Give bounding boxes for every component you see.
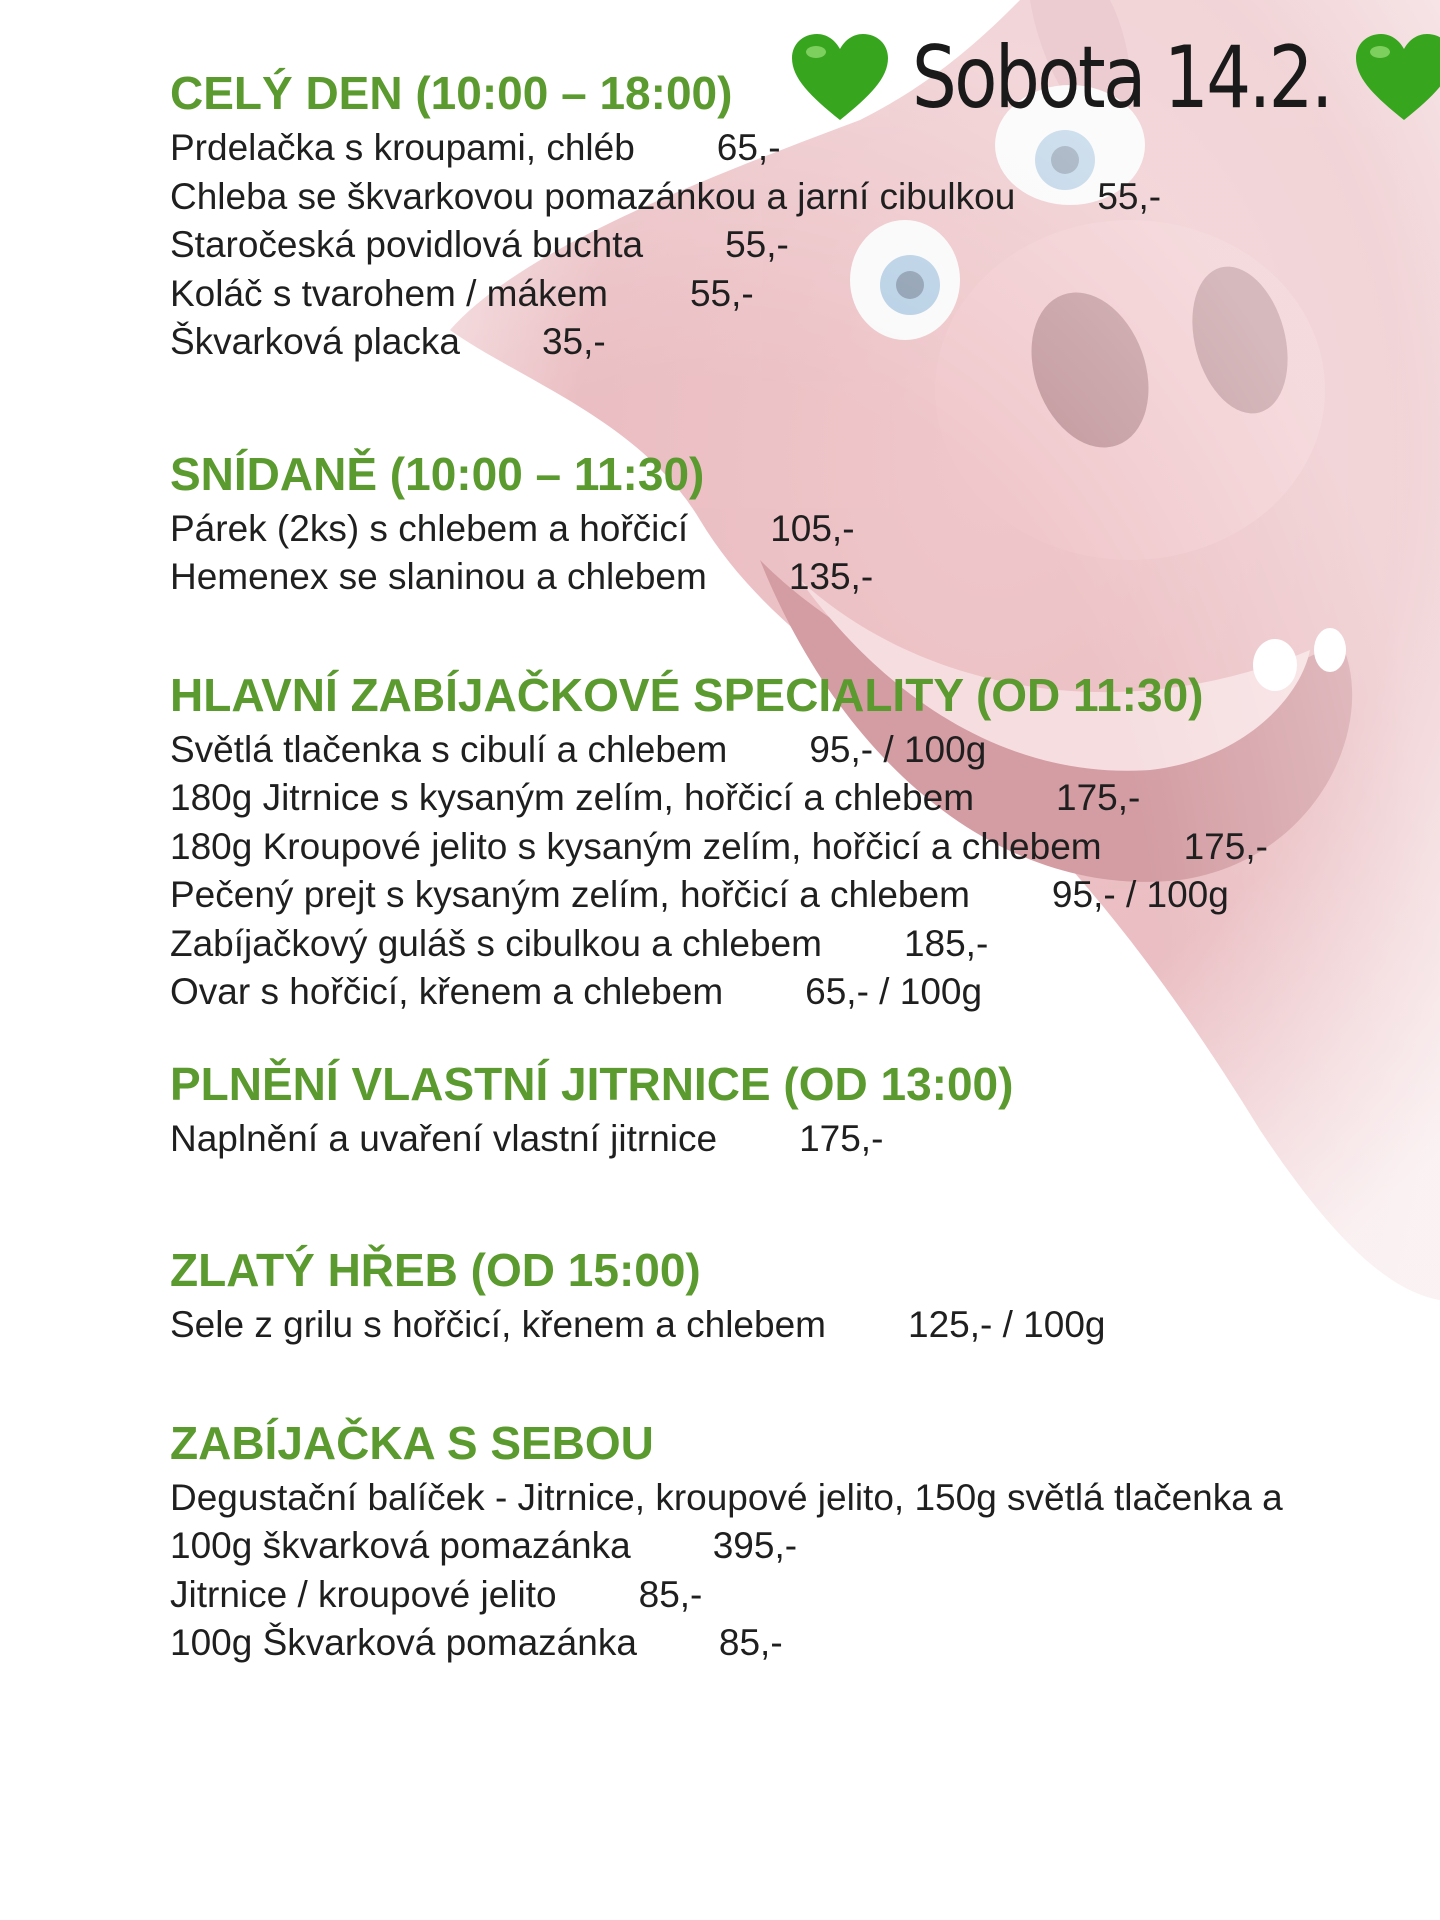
item-price: 125,- / 100g	[908, 1304, 1106, 1345]
menu-item	[170, 553, 1300, 602]
item-price: 175,-	[1183, 825, 1268, 867]
green-heart-icon	[1354, 32, 1440, 124]
menu-item	[170, 968, 1300, 1017]
item-price: 395,-	[712, 1525, 798, 1566]
item-price: 85,-	[638, 1573, 703, 1615]
item-name: Hemenex se slaninou a chlebem	[170, 556, 707, 597]
item-price: 175,-	[799, 1117, 884, 1159]
item-price: 175,-	[1056, 777, 1141, 818]
item-name: Chleba se škvarkovou pomazánkou a jarní cibulkou	[170, 175, 1016, 217]
item-name: Světlá tlačenka s cibulí a chlebem	[170, 728, 728, 770]
item-price: 95,- / 100g	[1051, 874, 1229, 915]
menu-section	[170, 1239, 1300, 1350]
section-title: PLNĚNÍ VLASTNÍ JITRNICE (OD 13:00)	[170, 1057, 1014, 1110]
item-name: Pečený prejt s kysaným zelím, hořčicí a chlebem	[170, 874, 970, 915]
item-price: 55,-	[689, 272, 754, 314]
menu-item	[170, 505, 1300, 554]
item-price: 185,-	[903, 922, 989, 964]
item-name: Naplnění a uvaření vlastní jitrnice	[170, 1117, 718, 1159]
item-name: Degustační balíček - Jitrnice, kroupové jelito, 150g světlá tlačenka a 100g škvarková pomazánka	[170, 1476, 1283, 1566]
menu-item	[170, 173, 1300, 222]
item-name: Ovar s hořčicí, křenem a chlebem	[170, 971, 724, 1012]
item-price: 65,-	[716, 127, 781, 168]
green-heart-icon	[790, 32, 890, 124]
section-title: SNÍDANĚ (10:00 – 11:30)	[170, 447, 705, 500]
menu-item	[170, 1115, 1300, 1164]
item-price: 65,- / 100g	[805, 971, 983, 1012]
menu-item	[170, 1619, 1300, 1668]
section-title: ZABÍJAČKA S SEBOU	[170, 1416, 654, 1469]
date-header	[790, 28, 1440, 128]
item-price: 95,- / 100g	[809, 728, 987, 770]
menu-item	[170, 823, 1300, 872]
section-title: HLAVNÍ ZABÍJAČKOVÉ SPECIALITY (OD 11:30)	[170, 668, 1204, 721]
menu-section	[170, 1412, 1300, 1668]
menu-item	[170, 774, 1300, 823]
menu-item	[170, 318, 1300, 367]
item-name: 180g Kroupové jelito s kysaným zelím, hořčicí a chlebem	[170, 825, 1102, 867]
menu-section	[170, 664, 1300, 1017]
item-price: 135,-	[788, 556, 874, 597]
item-name: Škvarková placka	[170, 321, 460, 362]
item-name: Párek (2ks) s chlebem a hořčicí	[170, 507, 689, 549]
item-name: Koláč s tvarohem / mákem	[170, 272, 608, 314]
menu-item	[170, 871, 1300, 920]
item-price: 35,-	[541, 321, 606, 362]
date-label: Sobota 14.2.	[912, 28, 1332, 128]
item-price: 55,-	[1097, 175, 1162, 217]
item-name: Staročeská povidlová buchta	[170, 224, 644, 265]
item-name: Zabíjačkový guláš s cibulkou a chlebem	[170, 922, 822, 964]
menu-item	[170, 1301, 1300, 1350]
menu-section	[170, 443, 1300, 602]
item-name: Sele z grilu s hořčicí, křenem a chlebem	[170, 1304, 826, 1345]
menu-item	[170, 726, 1300, 775]
item-name: 180g Jitrnice s kysaným zelím, hořčicí a chlebem	[170, 777, 975, 818]
section-title: ZLATÝ HŘEB (OD 15:00)	[170, 1244, 701, 1296]
item-name: Prdelačka s kroupami, chléb	[170, 127, 635, 168]
item-name: Jitrnice / kroupové jelito	[170, 1573, 557, 1615]
menu-list	[170, 62, 1300, 1668]
menu-item	[170, 270, 1300, 319]
menu-item	[170, 124, 1300, 173]
item-name: 100g Škvarková pomazánka	[170, 1622, 637, 1663]
menu-item	[170, 1474, 1300, 1571]
menu-item	[170, 1571, 1300, 1620]
section-title: CELÝ DEN (10:00 – 18:00)	[170, 67, 733, 119]
item-price: 105,-	[770, 507, 855, 549]
item-price: 55,-	[725, 224, 789, 265]
item-price: 85,-	[718, 1622, 783, 1663]
menu-item	[170, 920, 1300, 969]
menu-section	[170, 1053, 1300, 1164]
menu-item	[170, 221, 1300, 270]
